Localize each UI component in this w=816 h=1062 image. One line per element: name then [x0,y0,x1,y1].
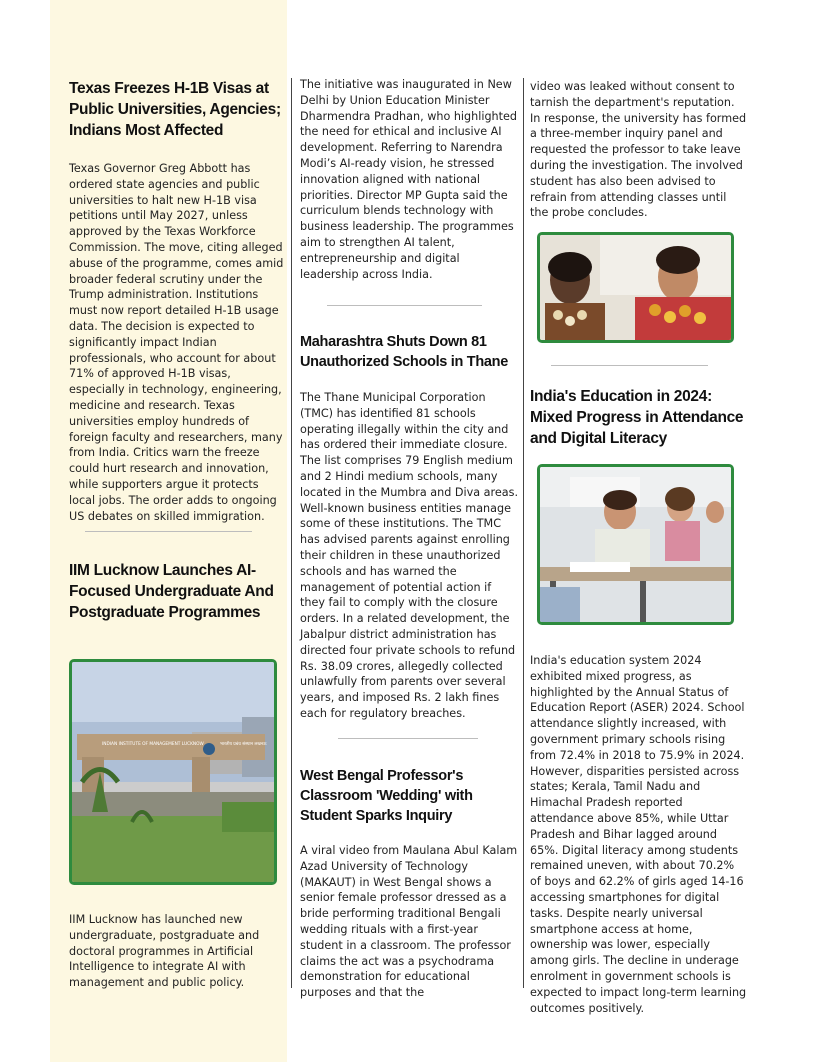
article-body: A viral video from Maulana Abul Kalam Azad University of Technology (MAKAUT) in West Bengal shows a senior female professor dressed as a bride performing traditional Bengali wedding rituals with a first-year student in a classroom. The professor claims the act was a psychodrama demonstration for educational purposes and that the [300,844,518,1000]
article-iim [69,560,274,623]
article-headline: West Bengal Professor's Classroom 'Wedding' with Student Sparks Inquiry [300,768,473,824]
article-separator [338,738,478,739]
article-iim-continued [300,77,518,282]
article-body: Well-known business entities manage some of these institutions. The TMC has advised parents against enrolling their children in these unauthorized schools and has warned the management of potential action if they fail to comply with the closure orders. In a related development, the Jabalpur district administration has directed four private schools to refund Rs. 38.09 crores, allegedly collected unlawfully from parents over several years, and imposed Rs. 2 lakh fines each for regulatory breaches. [300,501,516,720]
article-headline: India's Education in 2024: Mixed Progress in Attendance and Digital Literacy [530,388,744,447]
article-body: The initiative was inaugurated in New Delhi by Union Education Minister Dharmendra Pradhan, who highlighted the need for ethical and inclusive AI development. Referring to Narendra Modi’s AI-ready vision, he stressed innovation aligned with national priorities. Director MP Gupta said the curriculum blends technology with business leadership. The programmes aim to strengthen AI talent, entrepreneurship and digital leadership across India. [300,78,518,281]
article-education-2024-body [530,653,748,1016]
iim-lucknow-photo [69,659,277,885]
article-body: IIM Lucknow has launched new undergraduate, postgraduate and doctoral programmes in Artificial Intelligence to integrate AI with management and public policy. [69,913,260,990]
article-education-2024 [530,386,748,449]
article-body: video was leaked without consent to tarnish the department's reputation. In response, the university has formed a three-member inquiry panel and requested the professor to take leave during the investigation. The involved student has also been advised to refrain from attending classes until the probe concludes. [530,80,747,220]
article-iim-body [69,912,274,991]
article-headline: Texas Freezes H-1B Visas at Public Universities, Agencies; Indians Most Affected [69,80,281,139]
article-separator [85,531,252,532]
article-h1b [69,78,284,524]
article-headline: IIM Lucknow Launches AI-Focused Undergraduate And Postgraduate Programmes [69,562,274,621]
article-west-bengal-continued [530,79,748,221]
article-west-bengal [300,766,518,1001]
article-thane [300,332,518,722]
article-separator [551,365,708,366]
article-headline: Maharashtra Shuts Down 81 Unauthorized Schools in Thane [300,334,509,370]
article-separator [327,305,482,306]
classroom-wedding-photo [537,232,734,343]
article-body: The Thane Municipal Corporation (TMC) has identified 81 schools operating illegally within the city and has ordered their immediate closure. The list comprises 79 English medium and 2 Hindi medium schools, many located in the Mumbra and Diva areas. [300,391,519,499]
article-body: Texas Governor Greg Abbott has ordered state agencies and public universities to halt new H-1B visa petitions until May 2027, unless approved by the Texas Workforce Commission. The move, citing alleged abuse of the programme, comes amid broader federal scrutiny under the Trump administration. Institutions must now report detailed H-1B usage data. The decision is expected to significantly impact Indian professionals, who account for about 71% of approved H-1B visas, especially in technology, engineering, medicine and research. Texas universities employ hundreds of foreign faculty and researchers, many from India. Critics warn the freeze could hurt research and innovation, while supporters argue it protects local jobs. The order adds to ongoing US debates on skilled immigration. [69,162,284,523]
campus-sign-text: INDIAN INSTITUTE OF MANAGEMENT LUCKNOW [102,742,204,747]
column-divider-1 [291,78,292,988]
column-divider-2 [523,78,524,988]
classroom-students-photo [537,464,734,625]
article-body: India's education system 2024 exhibited mixed progress, as highlighted by the Annual Status of Education Report (ASER) 2024. School attendance slightly increased, with government primary schools rising from 72.4% in 2018 to 75.9% in 2024. However, disparities persisted across states; Kerala, Tamil Nadu and Himachal Pradesh reported attendance above 85%, while Uttar Pradesh and Bihar lagged around 65%. Digital literacy among students remained uneven, with about 70.2% of boys and 62.2% of girls aged 14-16 accessing smartphones for digital tasks. Despite nearly universal smartphone access at home, ownership was lower, especially among girls. The decline in underage enrolment in government schools is expected to impact long-term learning outcomes positively. [530,654,747,1015]
campus-sign-hindi: भारतीय प्रबंध संस्थान लखनऊ [220,742,267,747]
